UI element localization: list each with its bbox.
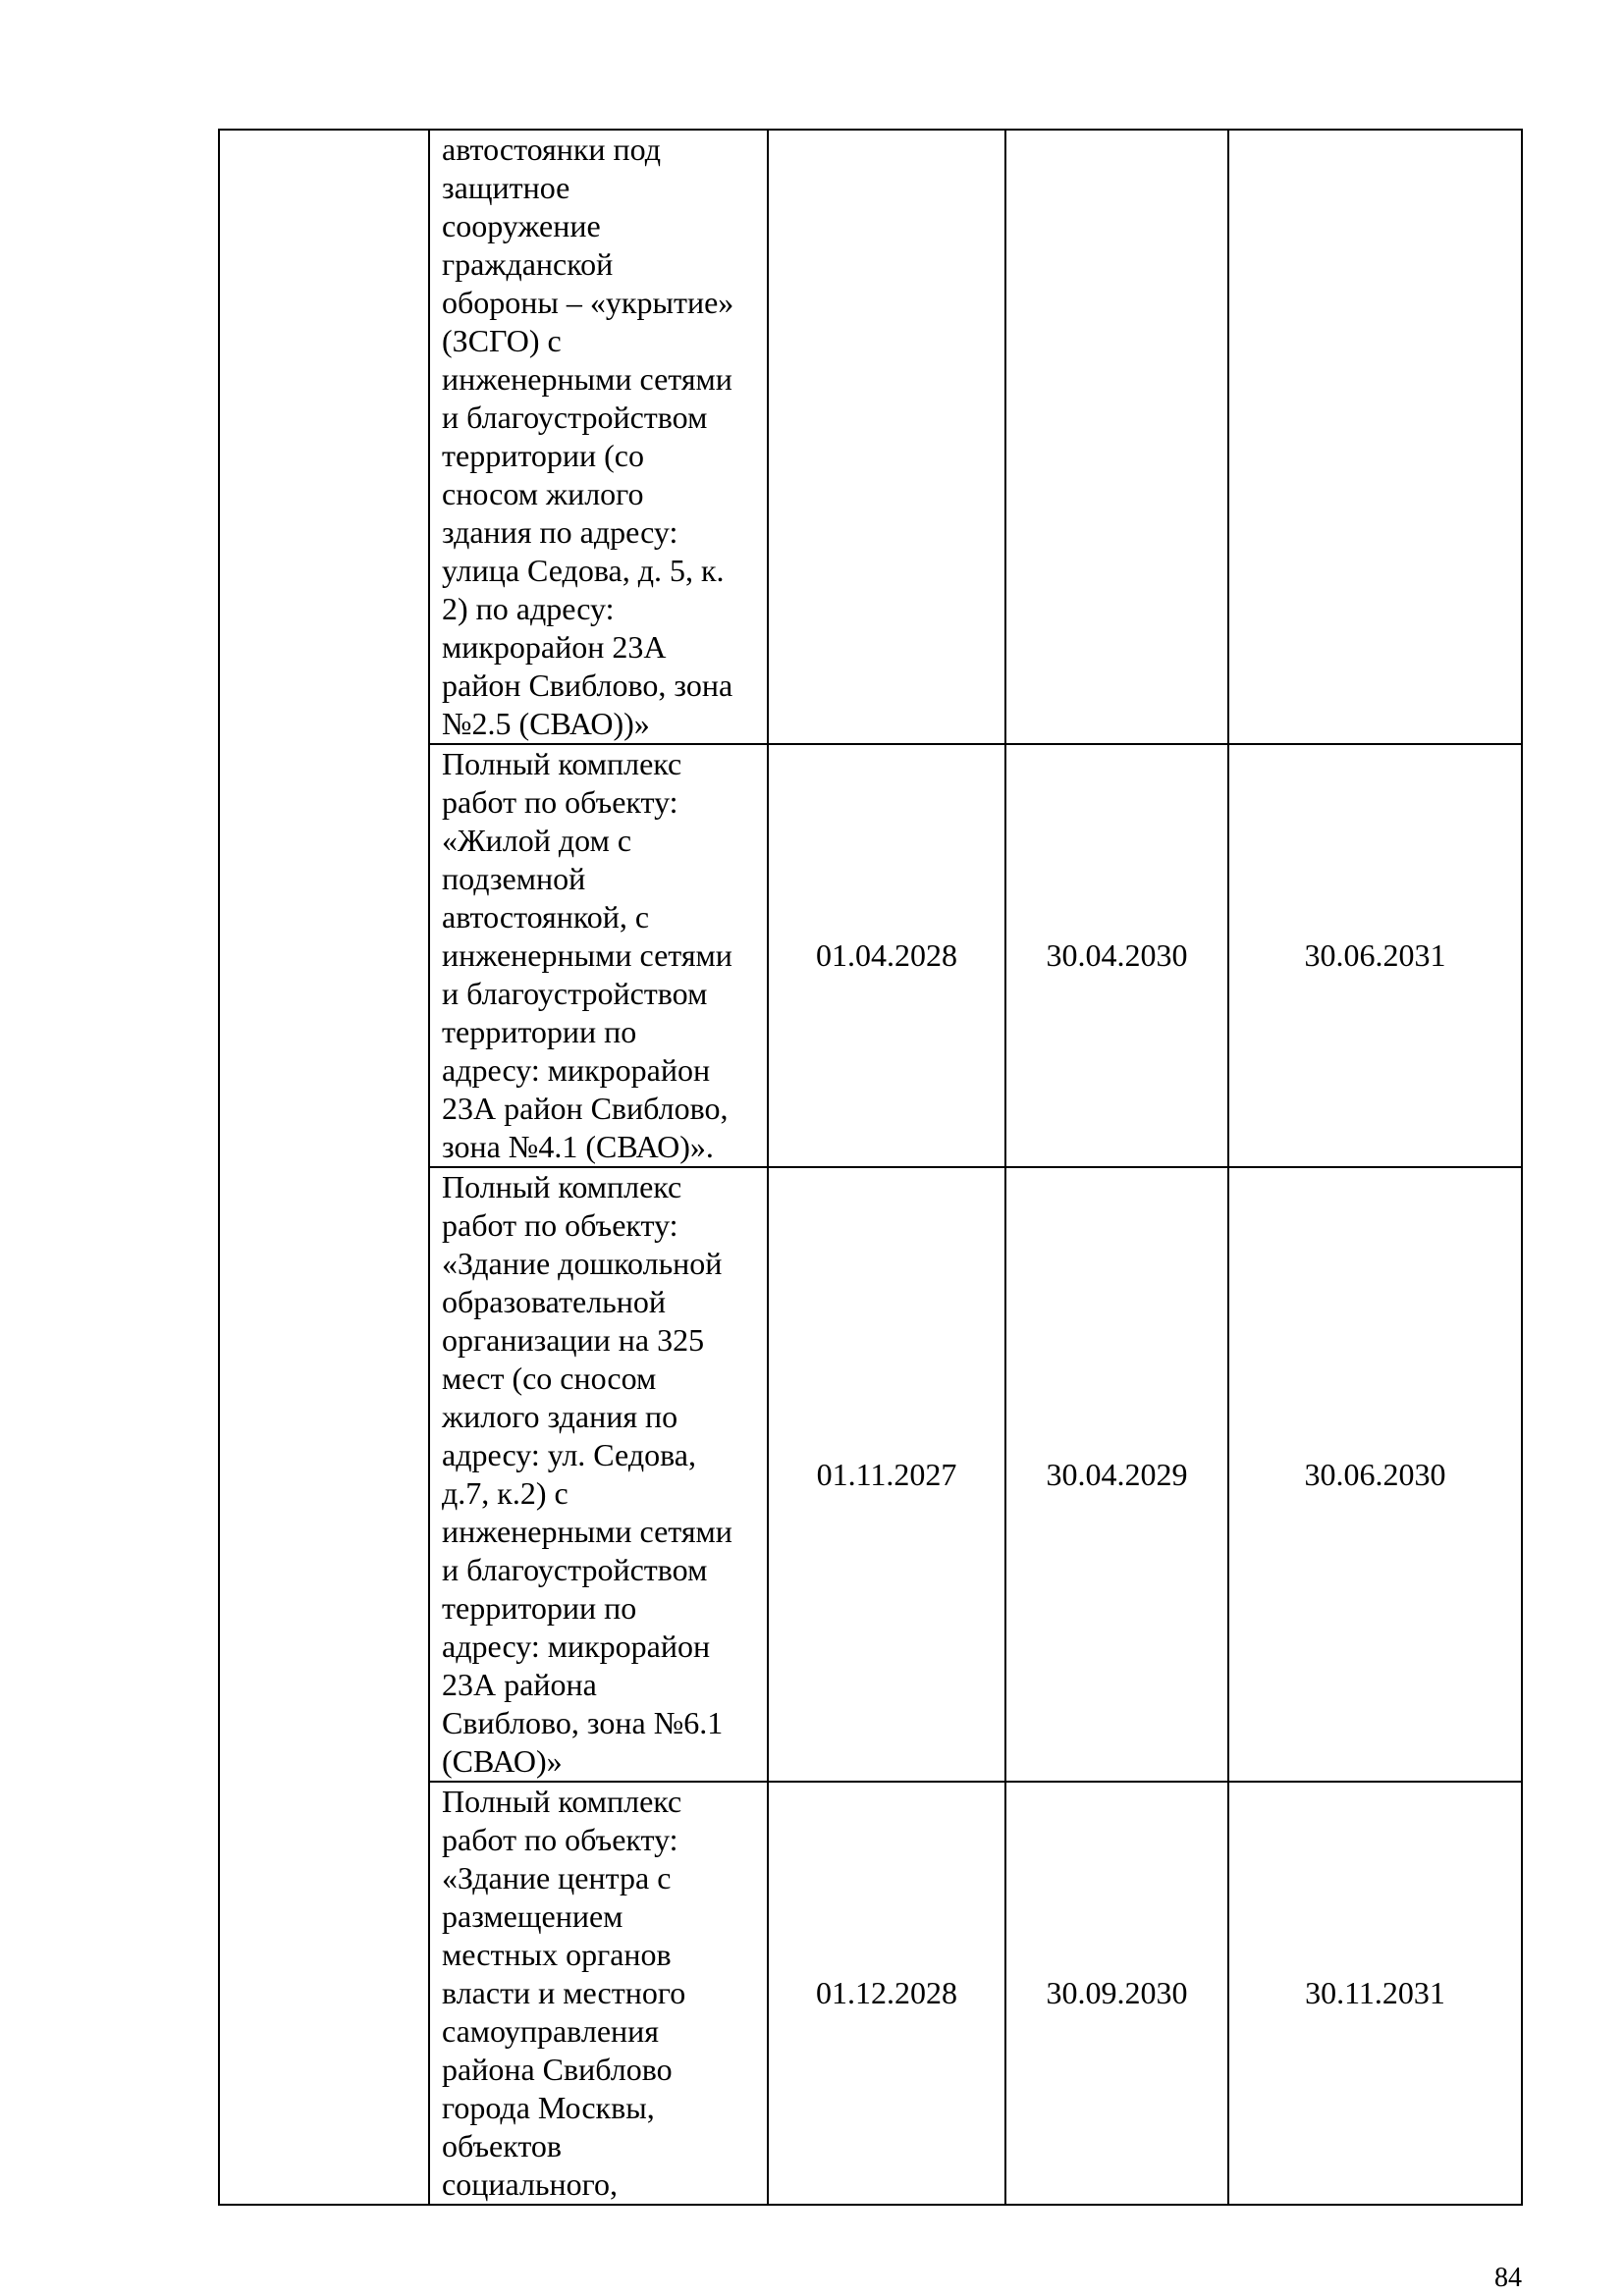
intermediate-date-cell: 30.09.2030 (1005, 1782, 1228, 2205)
start-date-cell: 01.04.2028 (768, 744, 1005, 1167)
end-date-cell: 30.11.2031 (1228, 1782, 1522, 2205)
schedule-table (218, 129, 1523, 2206)
end-date-cell (1228, 130, 1522, 744)
end-date-cell: 30.06.2031 (1228, 744, 1522, 1167)
start-date-cell: 01.12.2028 (768, 1782, 1005, 2205)
intermediate-date-cell (1005, 130, 1228, 744)
object-description-cell: Полный комплекс работ по объекту: «Здание центра с размещением местных органов власти и местного самоуправления района Свиблово города Москвы, объектов социального, (429, 1782, 768, 2205)
table-row (219, 130, 1522, 744)
object-description-cell: автостоянки под защитное сооружение гражданской обороны – «укрытие» (ЗСГО) с инженерными сетями и благоустройством территории (со сносом жилого здания по адресу: улица Седова, д. 5, к. 2) по адресу: микрорайон 23А район Свиблово, зона №2.5 (СВАО))» (429, 130, 768, 744)
start-date-cell (768, 130, 1005, 744)
empty-cell (219, 130, 429, 2205)
page-number: 84 (1494, 2263, 1522, 2293)
intermediate-date-cell: 30.04.2029 (1005, 1167, 1228, 1782)
end-date-cell: 30.06.2030 (1228, 1167, 1522, 1782)
object-description-cell: Полный комплекс работ по объекту: «Жилой дом с подземной автостоянкой, с инженерными сетями и благоустройством территории по адресу: микрорайон 23А район Свиблово, зона №4.1 (СВАО)». (429, 744, 768, 1167)
intermediate-date-cell: 30.04.2030 (1005, 744, 1228, 1167)
object-description-cell: Полный комплекс работ по объекту: «Здание дошкольной образовательной организации на 325 мест (со сносом жилого здания по адресу: ул. Седова, д.7, к.2) с инженерными сетями и благоустройством территории по адресу: микрорайон 23А района Свиблово, зона №6.1 (СВАО)» (429, 1167, 768, 1782)
start-date-cell: 01.11.2027 (768, 1167, 1005, 1782)
